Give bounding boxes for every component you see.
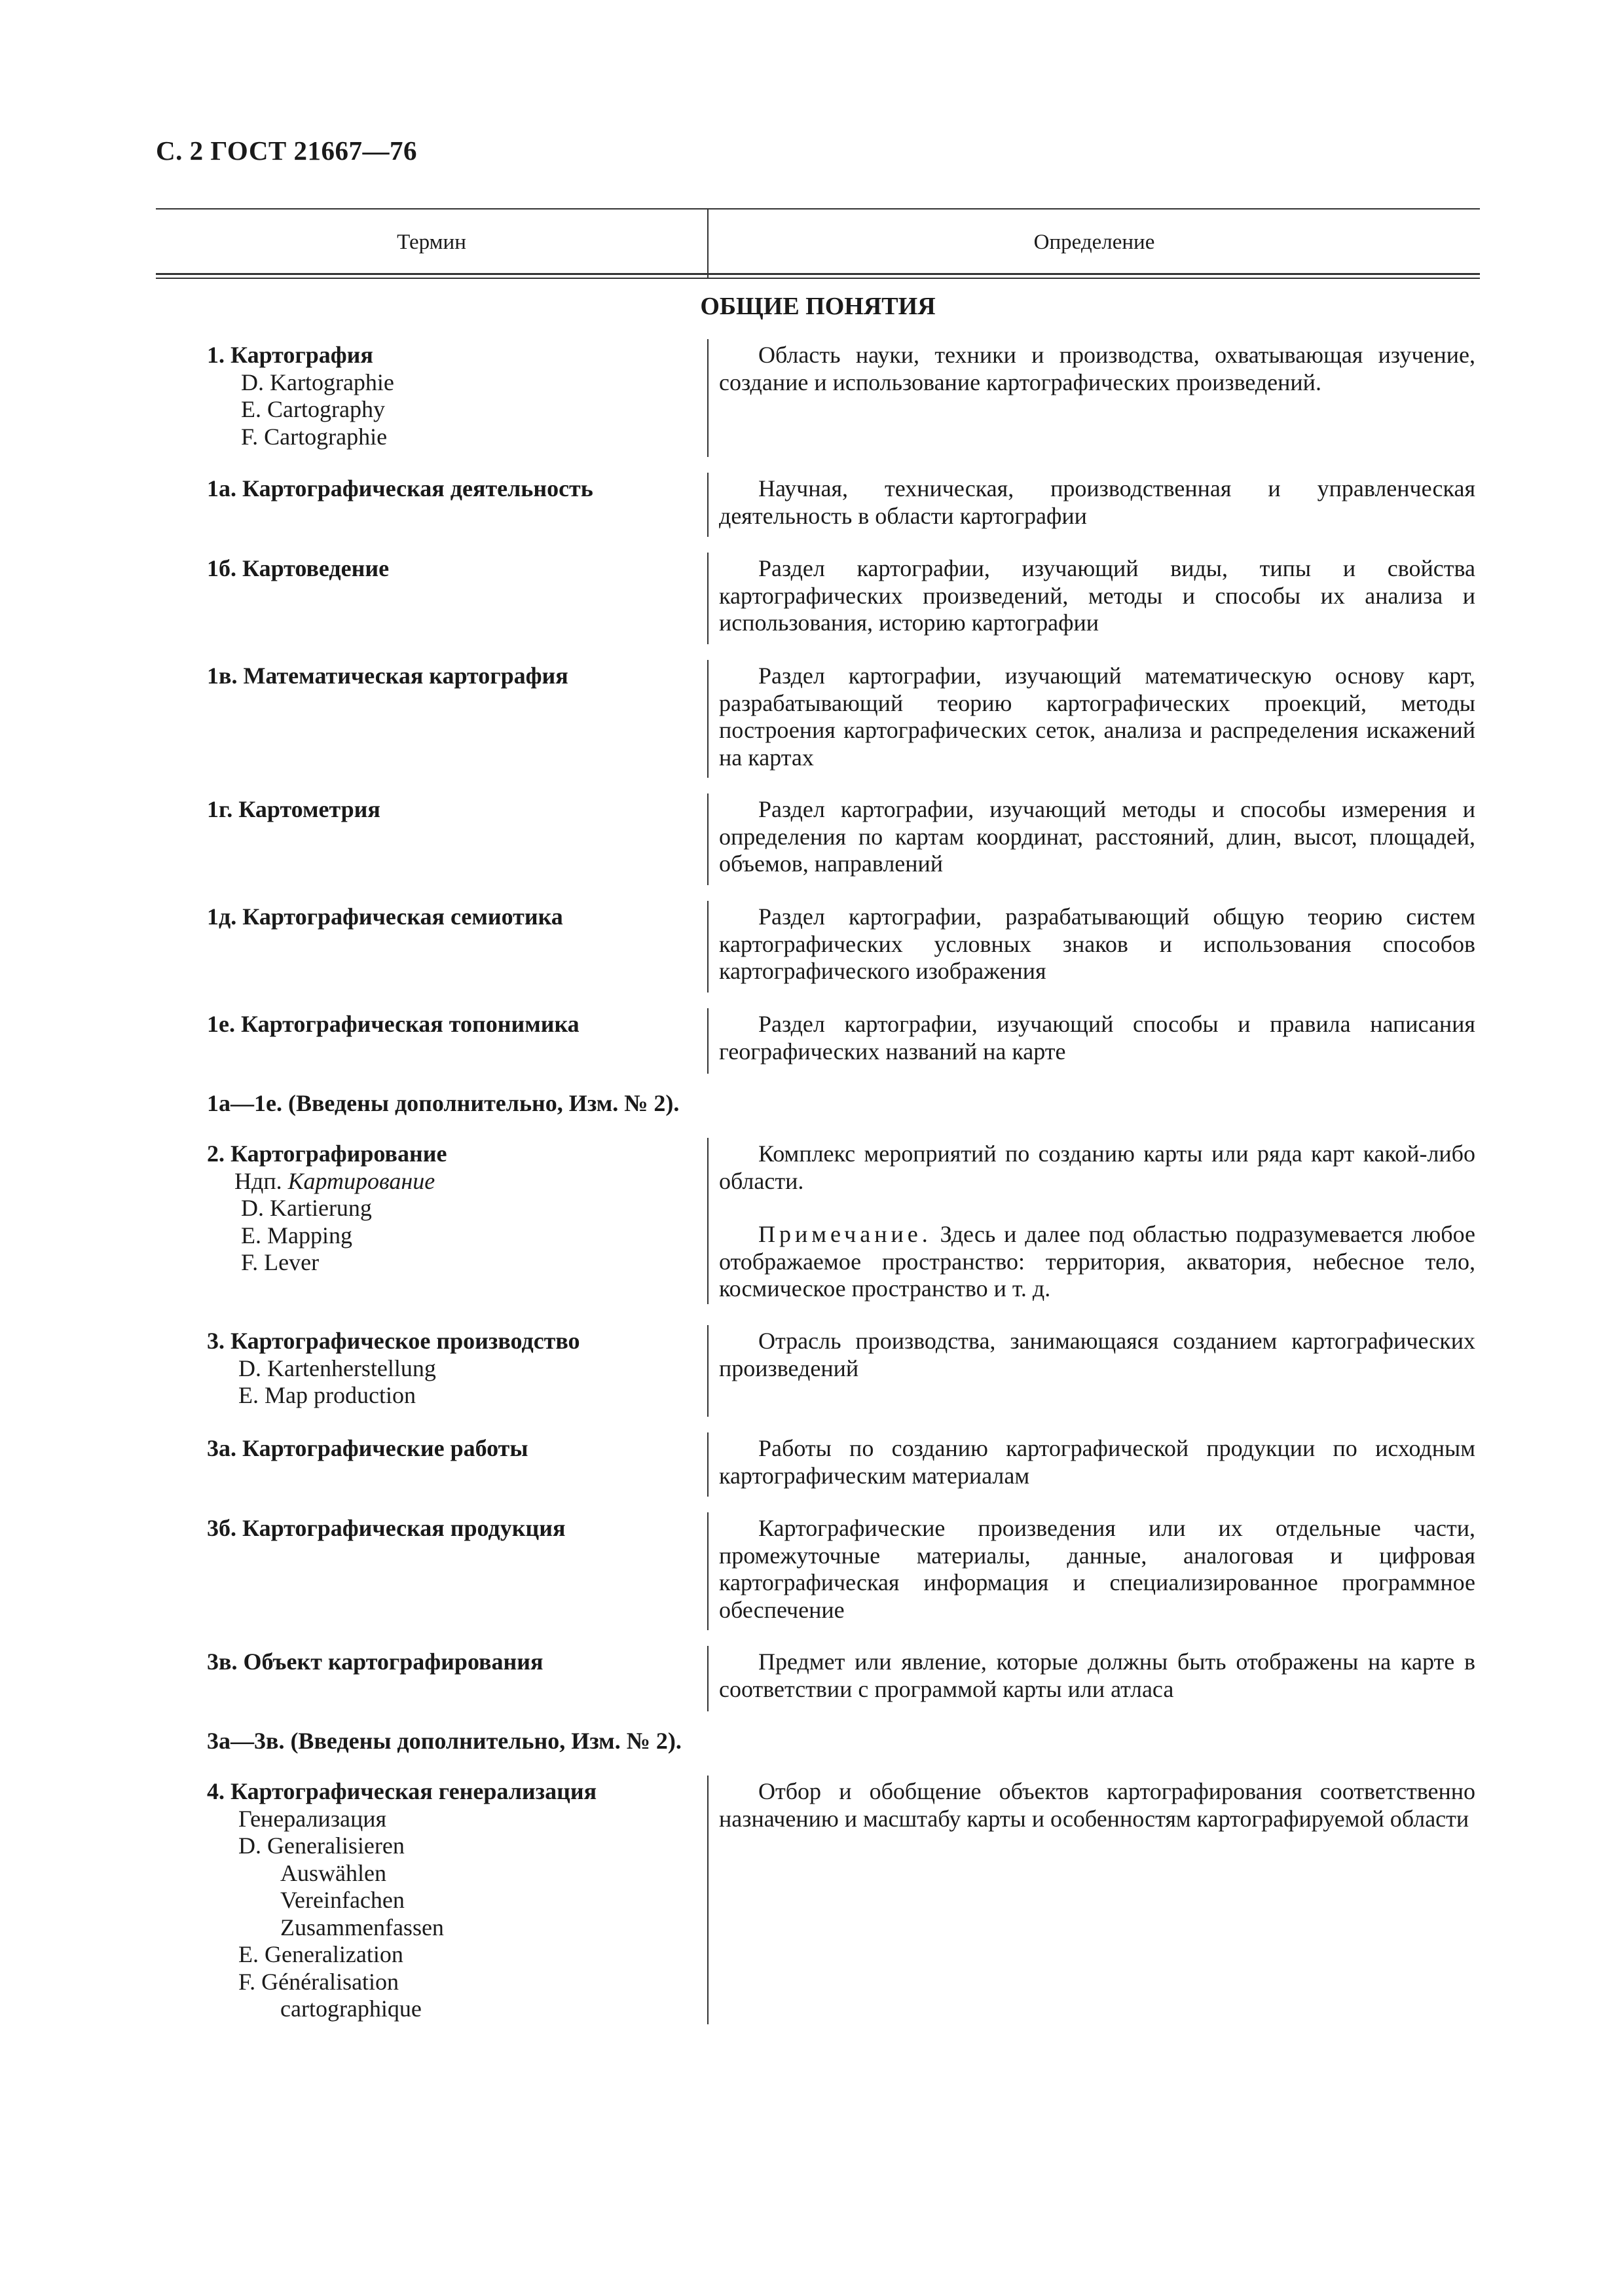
definition-cell [719, 1649, 1475, 1703]
definition-text: Комплекс мероприятий по созданию карты или ряда карт какой-либо области. [719, 1140, 1475, 1194]
definition-text: Отрасль производства, занимающаяся созданием картографических произведений [719, 1328, 1475, 1381]
definition-cell [719, 342, 1475, 396]
definition-text: Раздел картографии, разрабатывающий общую теорию систем картографических условных знаков и использования способов картографического изображения [719, 903, 1475, 984]
term-name: Картометрия [238, 796, 380, 822]
note-text: Здесь и далее под областью подразумевается любое отображаемое пространство: территория, акватория, небесное тело, космическое пространство и т. д. [719, 1221, 1476, 1302]
definition-text: Работы по созданию картографической продукции по исходным картографическим материалам [719, 1435, 1475, 1489]
definition-cell [719, 1328, 1475, 1382]
definition-text: Раздел картографии, изучающий методы и способы измерения и определения по картам координат, расстояний, длин, высот, площадей, объемов, направлений [719, 796, 1475, 877]
term-number: 3а. [207, 1435, 236, 1461]
term-cell [207, 796, 705, 824]
definition-cell [719, 475, 1475, 530]
definition-text: Раздел картографии, изучающий способы и правила написания географических названий на карте [719, 1011, 1475, 1065]
column-divider [707, 793, 709, 885]
term-translation: Zusammenfassen [280, 1914, 444, 1941]
definition-note [719, 1221, 1475, 1303]
column-divider [707, 339, 709, 457]
deprecated-term: Картирование [287, 1167, 435, 1194]
column-divider [707, 1512, 709, 1630]
column-divider [707, 473, 709, 537]
term-cell [207, 663, 705, 690]
term-cell [207, 1515, 705, 1542]
term-name: Картографическая семиотика [242, 903, 563, 930]
term-translation: D. Generalisieren [238, 1832, 405, 1859]
definition-text: Научная, техническая, производственная и управленческая деятельность в области картографии [719, 475, 1475, 529]
term-cell [207, 903, 705, 931]
term-translation: E. Generalization [238, 1941, 403, 1967]
term-cell [207, 1328, 705, 1410]
definition-cell [719, 555, 1475, 637]
definition-text: Отбор и обобщение объектов картографирования соответственно назначению и масштабу карты и особенностям картографируемой области [719, 1778, 1475, 1832]
definition-cell [719, 1515, 1475, 1624]
term-cell [207, 555, 705, 583]
term-number: 1. [207, 342, 225, 368]
term-cell [207, 342, 705, 450]
term-cell [207, 1011, 705, 1038]
header-double-rule-2 [156, 278, 1480, 279]
definition-cell [719, 903, 1475, 985]
term-deprecated [207, 1168, 705, 1195]
term-name: Картографическая топонимика [240, 1011, 580, 1037]
term-name: Картография [230, 342, 373, 368]
column-divider [707, 1776, 709, 2024]
term-number: 1е. [207, 1011, 235, 1037]
amendment-note: 3а—3в. (Введены дополнительно, Изм. № 2). [207, 1728, 682, 1754]
column-divider [707, 901, 709, 993]
definition-cell [719, 796, 1475, 878]
term-translation: E. Cartography [241, 396, 385, 422]
term-name: Картографическое производство [230, 1328, 580, 1354]
column-divider [707, 1432, 709, 1497]
term-translation: D. Kartenherstellung [238, 1355, 436, 1381]
definition-text: Область науки, техники и производства, охватывающая изучение, создание и использование картографических произведений. [719, 342, 1475, 395]
definition-cell [719, 1435, 1475, 1489]
term-name: Картографические работы [242, 1435, 528, 1461]
term-translation: Vereinfachen [280, 1887, 405, 1913]
definition-cell [719, 1778, 1475, 1832]
term-number: 2. [207, 1140, 225, 1167]
term-name: Картографическая деятельность [242, 475, 593, 501]
term-name: Картографическая генерализация [230, 1778, 597, 1804]
term-number: 3б. [207, 1515, 236, 1541]
term-number: 1д. [207, 903, 237, 930]
term-cell [207, 1435, 705, 1463]
term-translation: F. Généralisation [238, 1968, 399, 1995]
term-name: Картографическая продукция [242, 1515, 566, 1541]
term-translation: E. Map production [238, 1382, 416, 1408]
term-number: 1а. [207, 475, 236, 501]
page-header: С. 2 ГОСТ 21667—76 [156, 136, 418, 166]
term-translation: cartographique [280, 1995, 422, 2022]
definition-cell [719, 1011, 1475, 1065]
term-name: Картоведение [242, 555, 390, 581]
term-translation: F. Lever [241, 1249, 320, 1275]
term-synonym: Генерализация [238, 1805, 387, 1832]
term-cell [207, 1778, 705, 2023]
term-number: 4. [207, 1778, 225, 1804]
term-translation: E. Mapping [241, 1222, 352, 1248]
section-title: ОБЩИЕ ПОНЯТИЯ [700, 293, 936, 320]
column-divider [707, 1646, 709, 1711]
term-name: Математическая картография [243, 663, 568, 689]
table-top-rule [156, 208, 1480, 210]
term-number: 1г. [207, 796, 233, 822]
term-cell [207, 475, 705, 503]
note-label: Примечание. [758, 1221, 932, 1247]
term-translation: D. Kartierung [241, 1195, 372, 1221]
term-cell [207, 1649, 705, 1676]
column-divider [707, 660, 709, 778]
amendment-note: 1а—1е. (Введены дополнительно, Изм. № 2). [207, 1090, 680, 1116]
term-number: 1в. [207, 663, 238, 689]
term-translation: Auswählen [280, 1859, 386, 1886]
column-header-term: Термин [397, 230, 466, 254]
term-number: 3в. [207, 1649, 238, 1675]
definition-text: Раздел картографии, изучающий виды, типы и свойства картографических произведений, методы и способы их анализа и использования, историю картографии [719, 555, 1475, 636]
header-double-rule-1 [156, 273, 1480, 275]
definition-cell [719, 1140, 1475, 1303]
column-divider [707, 553, 709, 644]
term-number: 1б. [207, 555, 236, 581]
column-header-definition: Определение [1033, 230, 1155, 254]
column-divider [707, 1325, 709, 1417]
column-divider [707, 1008, 709, 1074]
term-name: Объект картографирования [243, 1649, 544, 1675]
term-name: Картографирование [230, 1140, 447, 1167]
term-translation: F. Cartographie [241, 423, 388, 450]
definition-text: Картографические произведения или их отдельные части, промежуточные материалы, данные, аналоговая и цифровая картографическая информация и специализированное программное обеспечение [719, 1515, 1475, 1623]
definition-text: Раздел картографии, изучающий математическую основу карт, разрабатывающий теорию картографических проекций, методы построения картографических сеток, анализа и распределения искажений на картах [719, 663, 1475, 771]
definition-cell [719, 663, 1475, 771]
term-cell [207, 1140, 705, 1277]
definition-text: Предмет или явление, которые должны быть отображены на карте в соответствии с программой карты или атласа [719, 1649, 1475, 1702]
column-divider [707, 1138, 709, 1304]
deprecated-label: Ндп. [234, 1167, 282, 1194]
term-number: 3. [207, 1328, 225, 1354]
term-translation: D. Kartographie [241, 369, 394, 395]
